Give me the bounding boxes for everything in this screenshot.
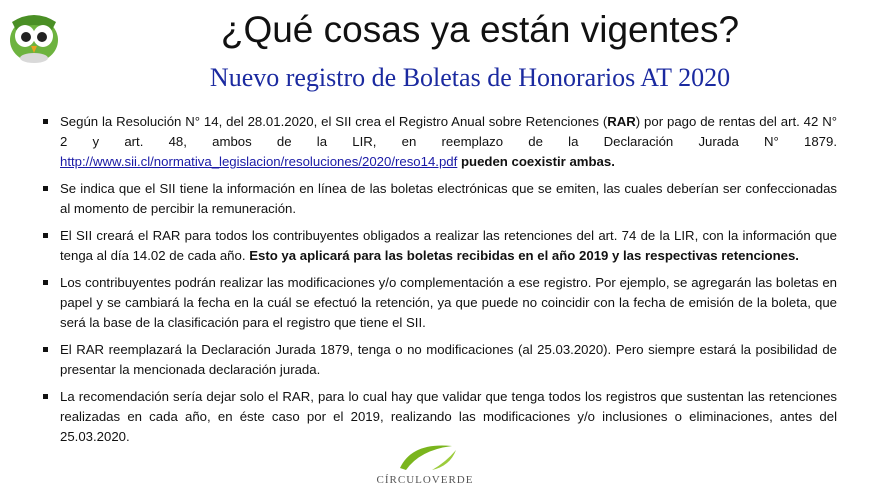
bullet-list bbox=[40, 112, 837, 454]
bullet-marker-icon bbox=[43, 233, 48, 238]
bullet-text: El RAR reemplazará la Declaración Jurada 1879, tenga o no modificaciones (al 25.03.2020). Pero siempre estará la posibilidad de presentar la mencionada declaración jurada. bbox=[60, 342, 837, 377]
circuloverde-logo bbox=[360, 440, 490, 490]
circuloverde-swoosh-icon bbox=[360, 440, 490, 474]
page-subtitle: Nuevo registro de Boletas de Honorarios AT 2020 bbox=[209, 63, 731, 92]
bullet-marker-icon bbox=[43, 119, 48, 124]
owl-logo-icon bbox=[4, 8, 64, 64]
bullet-marker-icon bbox=[43, 280, 48, 285]
bullet-item bbox=[40, 226, 837, 266]
bullet-text: ) por pago de rentas del art. 42 N° 2 y art. 48, ambos de la LIR, en reemplazo de la Declaración Jurada N° 1879. bbox=[60, 114, 837, 149]
bullet-text: Se indica que el SII tiene la información en línea de las boletas electrónicas que se emiten, las cuales deberían ser confeccionadas al momento de percibir la remuneración. bbox=[60, 181, 837, 216]
bullet-bold-text: pueden coexistir ambas. bbox=[457, 154, 615, 169]
bullet-marker-icon bbox=[43, 394, 48, 399]
bullet-item bbox=[40, 112, 837, 172]
bullet-marker-icon bbox=[43, 186, 48, 191]
bullet-item bbox=[40, 179, 837, 219]
resolution-link[interactable]: http://www.sii.cl/normativa_legislacion/resoluciones/2020/reso14.pdf bbox=[60, 154, 458, 169]
bullet-text: Los contribuyentes podrán realizar las modificaciones y/o complementación a ese registro. Por ejemplo, se agregarán las boletas en papel y se cambiará la fecha en la cuál se efectuó la retención, ya que puede no coincidir con la fecha de emisión de la boleta, que será la base de la clasificación para el registro que tiene el SII. bbox=[60, 275, 837, 330]
bullet-text: La recomendación sería dejar solo el RAR, para lo cual hay que validar que tenga todos los registros que sustentan las retenciones realizadas en cada año, en éste caso por el 2019, realizando las modificaciones y/o inclusiones o eliminaciones, antes del 25.03.2020. bbox=[60, 389, 837, 444]
bullet-item bbox=[40, 340, 837, 380]
bullet-marker-icon bbox=[43, 347, 48, 352]
page-title: ¿Qué cosas ya están vigentes? bbox=[220, 9, 740, 50]
bullet-text: El SII creará el RAR para todos los contribuyentes obligados a realizar las retenciones del art. 74 de la LIR, con la información que tenga al día 14.02 de cada año. bbox=[60, 228, 837, 263]
circuloverde-logo-text: CÍRCULOVERDE bbox=[376, 474, 474, 486]
bullet-text: Según la Resolución N° 14, del 28.01.2020, el SII crea el Registro Anual sobre Retenciones ( bbox=[60, 114, 608, 129]
bullet-bold-text: Esto ya aplicará para las boletas recibidas en el año 2019 y las respectivas retenciones. bbox=[249, 248, 799, 263]
bullet-bold-text: RAR bbox=[607, 114, 636, 129]
bullet-item bbox=[40, 387, 837, 447]
bullet-item bbox=[40, 273, 837, 333]
